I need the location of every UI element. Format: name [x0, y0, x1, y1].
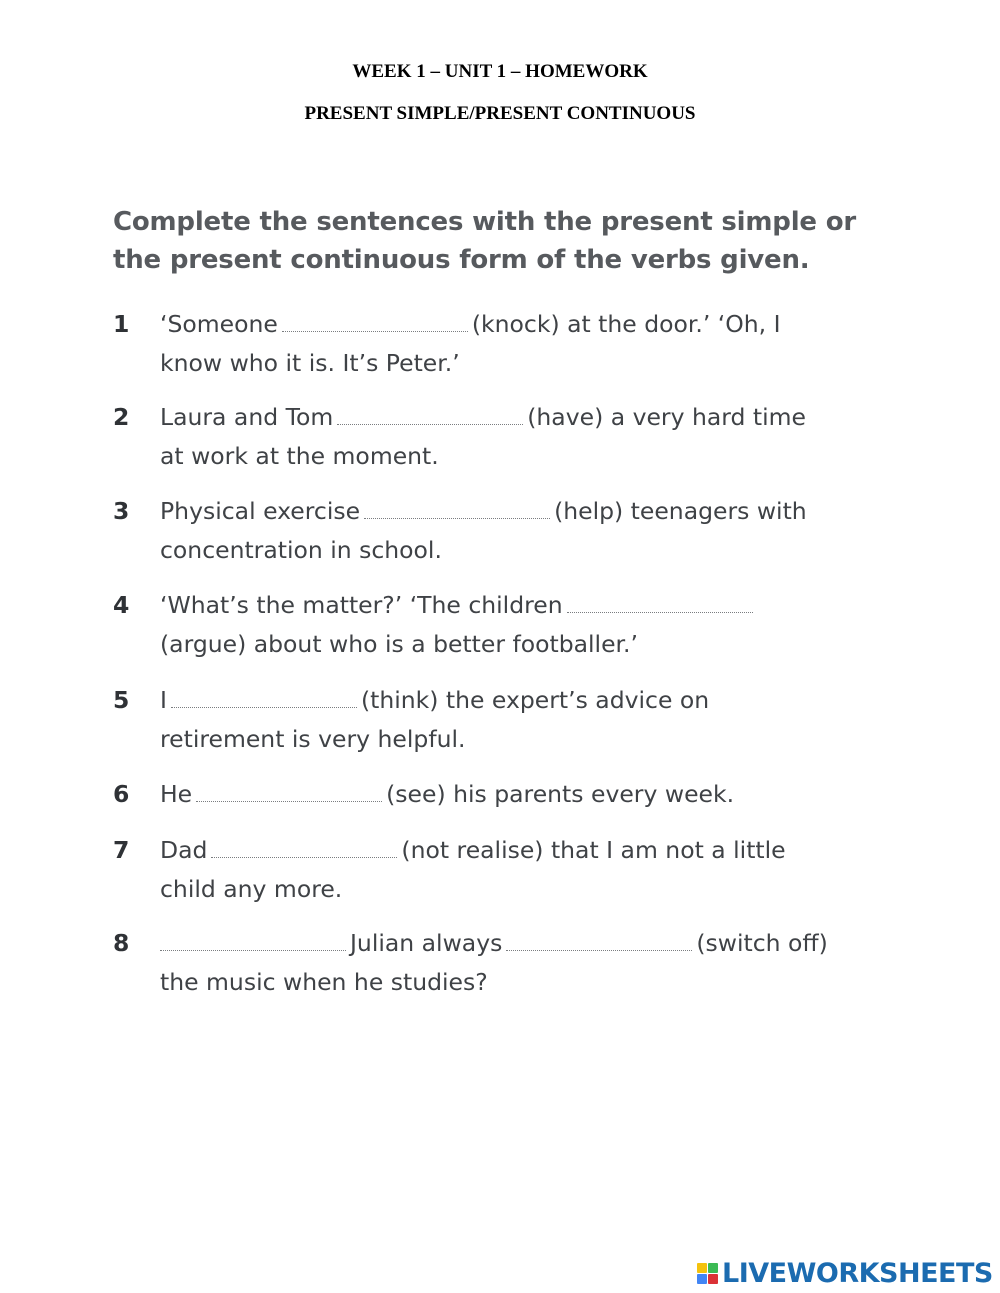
item-number: 5: [113, 686, 130, 714]
logo-square-3: [697, 1274, 707, 1284]
item-line-2: concentration in school.: [160, 535, 442, 564]
answer-blank-3[interactable]: [364, 510, 550, 519]
exercise-item-8: [113, 924, 893, 1001]
item-text-after: (have) a very hard time: [527, 403, 806, 431]
worksheet-title: WEEK 1 – UNIT 1 – HOMEWORK: [352, 61, 648, 82]
item-text-before: Dad: [160, 836, 208, 864]
instruction-line-2: the present continuous form of the verbs given.: [113, 245, 810, 275]
item-line-2: at work at the moment.: [160, 441, 439, 470]
item-line-1: [160, 775, 893, 814]
item-line-1: [160, 305, 893, 344]
item-number: 6: [113, 780, 130, 808]
worksheet-subtitle: PRESENT SIMPLE/PRESENT CONTINUOUS: [304, 103, 696, 124]
answer-blank-5[interactable]: [171, 699, 357, 708]
item-line-2: retirement is very helpful.: [160, 724, 466, 753]
item-line-1: [160, 492, 893, 531]
item-text-before: ‘What’s the matter?’ ‘The children: [160, 591, 563, 619]
exercise-item-7: [113, 831, 893, 908]
item-text-before: Laura and Tom: [160, 403, 334, 431]
item-text-after: (knock) at the door.’ ‘Oh, I: [471, 310, 781, 338]
item-number: 3: [113, 497, 130, 525]
item-line-1: [160, 398, 893, 437]
answer-blank-6[interactable]: [196, 793, 382, 802]
item-text-before: He: [160, 780, 193, 808]
exercise-item-4: [113, 586, 893, 663]
item-line-1: [160, 831, 893, 870]
item-number: 1: [113, 310, 130, 338]
logo-square-4: [708, 1274, 718, 1284]
answer-blank-8b[interactable]: [506, 942, 692, 951]
logo-square-2: [708, 1263, 718, 1273]
instruction-text: [113, 203, 903, 279]
exercise-item-3: [113, 492, 893, 569]
answer-blank-7[interactable]: [211, 849, 397, 858]
exercise-item-1: [113, 305, 893, 382]
item-number: 4: [113, 591, 130, 619]
exercise-item-5: [113, 681, 893, 758]
item-text-after: (switch off): [696, 929, 828, 957]
item-line-1: [160, 681, 893, 720]
exercise-item-6: [113, 775, 893, 814]
item-text-after: (not realise) that I am not a little: [401, 836, 786, 864]
item-line-2: (argue) about who is a better footballer.’: [160, 629, 638, 658]
item-line-1: [160, 924, 893, 963]
item-number: 8: [113, 929, 130, 957]
item-text-after: (think) the expert’s advice on: [360, 686, 710, 714]
item-number: 2: [113, 403, 130, 431]
item-text-middle: Julian always: [350, 929, 503, 957]
item-text-before: Physical exercise: [160, 497, 361, 525]
answer-blank-8a[interactable]: [160, 942, 346, 951]
answer-blank-4[interactable]: [567, 604, 753, 613]
logo-mark-icon: [697, 1263, 718, 1284]
item-number: 7: [113, 836, 130, 864]
liveworksheets-logo: [697, 1253, 993, 1293]
logo-text: LIVEWORKSHEETS: [722, 1257, 993, 1289]
instruction-line-1: Complete the sentences with the present simple or: [113, 207, 856, 237]
item-text-before: ‘Someone: [160, 310, 278, 338]
item-line-2: know who it is. It’s Peter.’: [160, 348, 460, 377]
item-line-2: the music when he studies?: [160, 967, 488, 996]
item-text-before: I: [160, 686, 167, 714]
item-line-1: [160, 586, 893, 625]
exercise-item-2: [113, 398, 893, 475]
logo-square-1: [697, 1263, 707, 1273]
answer-blank-1[interactable]: [282, 323, 468, 332]
item-line-2: child any more.: [160, 874, 343, 903]
item-text-after: (help) teenagers with: [554, 497, 807, 525]
item-text-after: (see) his parents every week.: [386, 780, 735, 808]
answer-blank-2[interactable]: [337, 416, 523, 425]
